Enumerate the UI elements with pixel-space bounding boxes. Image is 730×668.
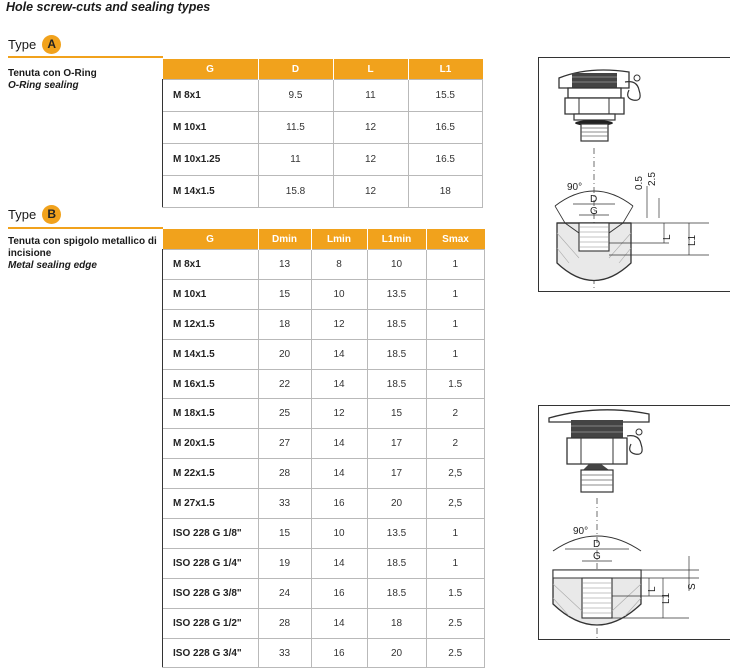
value-cell: 1: [426, 309, 485, 339]
type-a-dim2: 2.5: [647, 172, 658, 186]
value-cell: 15.5: [408, 80, 483, 112]
value-cell: 14: [311, 459, 367, 489]
table-row: [163, 489, 485, 519]
value-cell: 18: [408, 176, 483, 208]
value-cell: 2: [426, 399, 485, 429]
type-b-col-g: G: [163, 229, 259, 250]
type-b-label: Type: [8, 207, 37, 222]
table-row: [163, 399, 485, 429]
thread-cell: ISO 228 G 1/8": [163, 519, 259, 549]
thread-cell: ISO 228 G 3/4": [163, 638, 259, 668]
type-a-badge: A: [42, 35, 61, 54]
value-cell: 2.5: [426, 608, 485, 638]
type-a-col-l: L: [333, 59, 408, 80]
value-cell: 15: [258, 279, 311, 309]
table-row: [163, 429, 485, 459]
table-row: [163, 176, 483, 208]
type-b-col-smax: Smax: [426, 229, 485, 250]
value-cell: 17: [367, 459, 426, 489]
value-cell: 1: [426, 519, 485, 549]
value-cell: 11.5: [258, 112, 333, 144]
thread-cell: M 10x1.25: [163, 144, 259, 176]
value-cell: 16.5: [408, 112, 483, 144]
value-cell: 16: [311, 578, 367, 608]
value-cell: 18: [367, 608, 426, 638]
value-cell: 24: [258, 578, 311, 608]
thread-cell: M 14x1.5: [163, 339, 259, 369]
value-cell: 18.5: [367, 548, 426, 578]
thread-cell: ISO 228 G 1/4": [163, 548, 259, 578]
type-b-l1-label: L1: [661, 592, 672, 604]
value-cell: 8: [311, 250, 367, 280]
type-a-rule: [8, 56, 163, 58]
type-b-badge: B: [42, 205, 61, 224]
type-b-table: [162, 229, 485, 668]
value-cell: 14: [311, 429, 367, 459]
value-cell: 1: [426, 250, 485, 280]
type-a-caption: [8, 68, 97, 92]
type-b-rule: [8, 227, 163, 229]
table-row: [163, 459, 485, 489]
table-row: [163, 80, 483, 112]
type-a-g-label: G: [590, 206, 598, 217]
value-cell: 10: [311, 519, 367, 549]
value-cell: 2,5: [426, 459, 485, 489]
value-cell: 2: [426, 429, 485, 459]
type-a-angle-label: 90°: [567, 182, 583, 193]
type-a-caption-it: Tenuta con O-Ring: [8, 68, 97, 79]
value-cell: 10: [367, 250, 426, 280]
thread-cell: M 10x1: [163, 112, 259, 144]
type-b-col-lmin: Lmin: [311, 229, 367, 250]
type-a-heading: [8, 35, 61, 54]
value-cell: 15.8: [258, 176, 333, 208]
value-cell: 18.5: [367, 309, 426, 339]
type-a-label: Type: [8, 37, 37, 52]
type-b-drawing: [538, 405, 730, 640]
value-cell: 18.5: [367, 339, 426, 369]
type-a-dim1: 0.5: [634, 176, 645, 190]
value-cell: 10: [311, 279, 367, 309]
value-cell: 1.5: [426, 578, 485, 608]
type-b-col-l1min: L1min: [367, 229, 426, 250]
table-row: [163, 548, 485, 578]
value-cell: 18.5: [367, 578, 426, 608]
table-row: [163, 369, 485, 399]
value-cell: 16.5: [408, 144, 483, 176]
value-cell: 1.5: [426, 369, 485, 399]
thread-cell: M 12x1.5: [163, 309, 259, 339]
table-row: [163, 519, 485, 549]
table-row: [163, 112, 483, 144]
value-cell: 1: [426, 279, 485, 309]
value-cell: 15: [258, 519, 311, 549]
type-b-angle-label: 90°: [573, 526, 589, 537]
value-cell: 11: [258, 144, 333, 176]
thread-cell: M 18x1.5: [163, 399, 259, 429]
page-title: Hole screw-cuts and sealing types: [6, 0, 211, 14]
thread-cell: M 20x1.5: [163, 429, 259, 459]
thread-cell: M 8x1: [163, 80, 259, 112]
value-cell: 12: [311, 309, 367, 339]
type-a-l1-label: L1: [687, 234, 698, 246]
value-cell: 14: [311, 369, 367, 399]
value-cell: 11: [333, 80, 408, 112]
type-a-drawing: [538, 57, 730, 292]
table-row: [163, 144, 483, 176]
value-cell: 13.5: [367, 279, 426, 309]
value-cell: 12: [333, 176, 408, 208]
type-a-d-label: D: [590, 194, 598, 205]
value-cell: 18: [258, 309, 311, 339]
type-b-d-label: D: [593, 539, 601, 550]
table-row: [163, 279, 485, 309]
value-cell: 1: [426, 548, 485, 578]
table-row: [163, 339, 485, 369]
value-cell: 2.5: [426, 638, 485, 668]
type-a-col-d: D: [258, 59, 333, 80]
value-cell: 27: [258, 429, 311, 459]
thread-cell: M 10x1: [163, 279, 259, 309]
type-b-s-label: S: [687, 583, 698, 590]
type-a-col-l1: L1: [408, 59, 483, 80]
thread-cell: M 14x1.5: [163, 176, 259, 208]
type-a-col-g: G: [163, 59, 259, 80]
type-b-l-label: L: [647, 586, 658, 592]
value-cell: 20: [367, 489, 426, 519]
table-row: [163, 608, 485, 638]
value-cell: 14: [311, 548, 367, 578]
type-b-caption: [8, 236, 168, 272]
value-cell: 16: [311, 489, 367, 519]
value-cell: 14: [311, 608, 367, 638]
type-a-header-row: [163, 59, 483, 80]
thread-cell: ISO 228 G 1/2": [163, 608, 259, 638]
type-a-table: [162, 59, 483, 208]
value-cell: 13.5: [367, 519, 426, 549]
type-a-caption-en: O-Ring sealing: [8, 80, 79, 91]
value-cell: 18.5: [367, 369, 426, 399]
table-row: [163, 250, 485, 280]
value-cell: 12: [311, 399, 367, 429]
value-cell: 16: [311, 638, 367, 668]
value-cell: 20: [367, 638, 426, 668]
type-b-heading: [8, 205, 61, 224]
thread-cell: M 22x1.5: [163, 459, 259, 489]
value-cell: 9.5: [258, 80, 333, 112]
thread-cell: M 27x1.5: [163, 489, 259, 519]
table-row: [163, 638, 485, 668]
value-cell: 17: [367, 429, 426, 459]
value-cell: 1: [426, 339, 485, 369]
table-row: [163, 309, 485, 339]
value-cell: 2,5: [426, 489, 485, 519]
type-b-caption-it: Tenuta con spigolo metallico di incisione: [8, 236, 157, 259]
type-b-header-row: [163, 229, 485, 250]
value-cell: 28: [258, 608, 311, 638]
value-cell: 33: [258, 638, 311, 668]
value-cell: 20: [258, 339, 311, 369]
type-b-col-dmin: Dmin: [258, 229, 311, 250]
thread-cell: M 8x1: [163, 250, 259, 280]
type-b-caption-en: Metal sealing edge: [8, 260, 97, 271]
value-cell: 13: [258, 250, 311, 280]
value-cell: 19: [258, 548, 311, 578]
table-row: [163, 578, 485, 608]
value-cell: 14: [311, 339, 367, 369]
value-cell: 15: [367, 399, 426, 429]
value-cell: 28: [258, 459, 311, 489]
value-cell: 33: [258, 489, 311, 519]
type-b-g-label: G: [593, 551, 601, 562]
value-cell: 12: [333, 144, 408, 176]
thread-cell: M 16x1.5: [163, 369, 259, 399]
value-cell: 25: [258, 399, 311, 429]
value-cell: 12: [333, 112, 408, 144]
type-a-l-label: L: [662, 234, 673, 240]
value-cell: 22: [258, 369, 311, 399]
thread-cell: ISO 228 G 3/8": [163, 578, 259, 608]
